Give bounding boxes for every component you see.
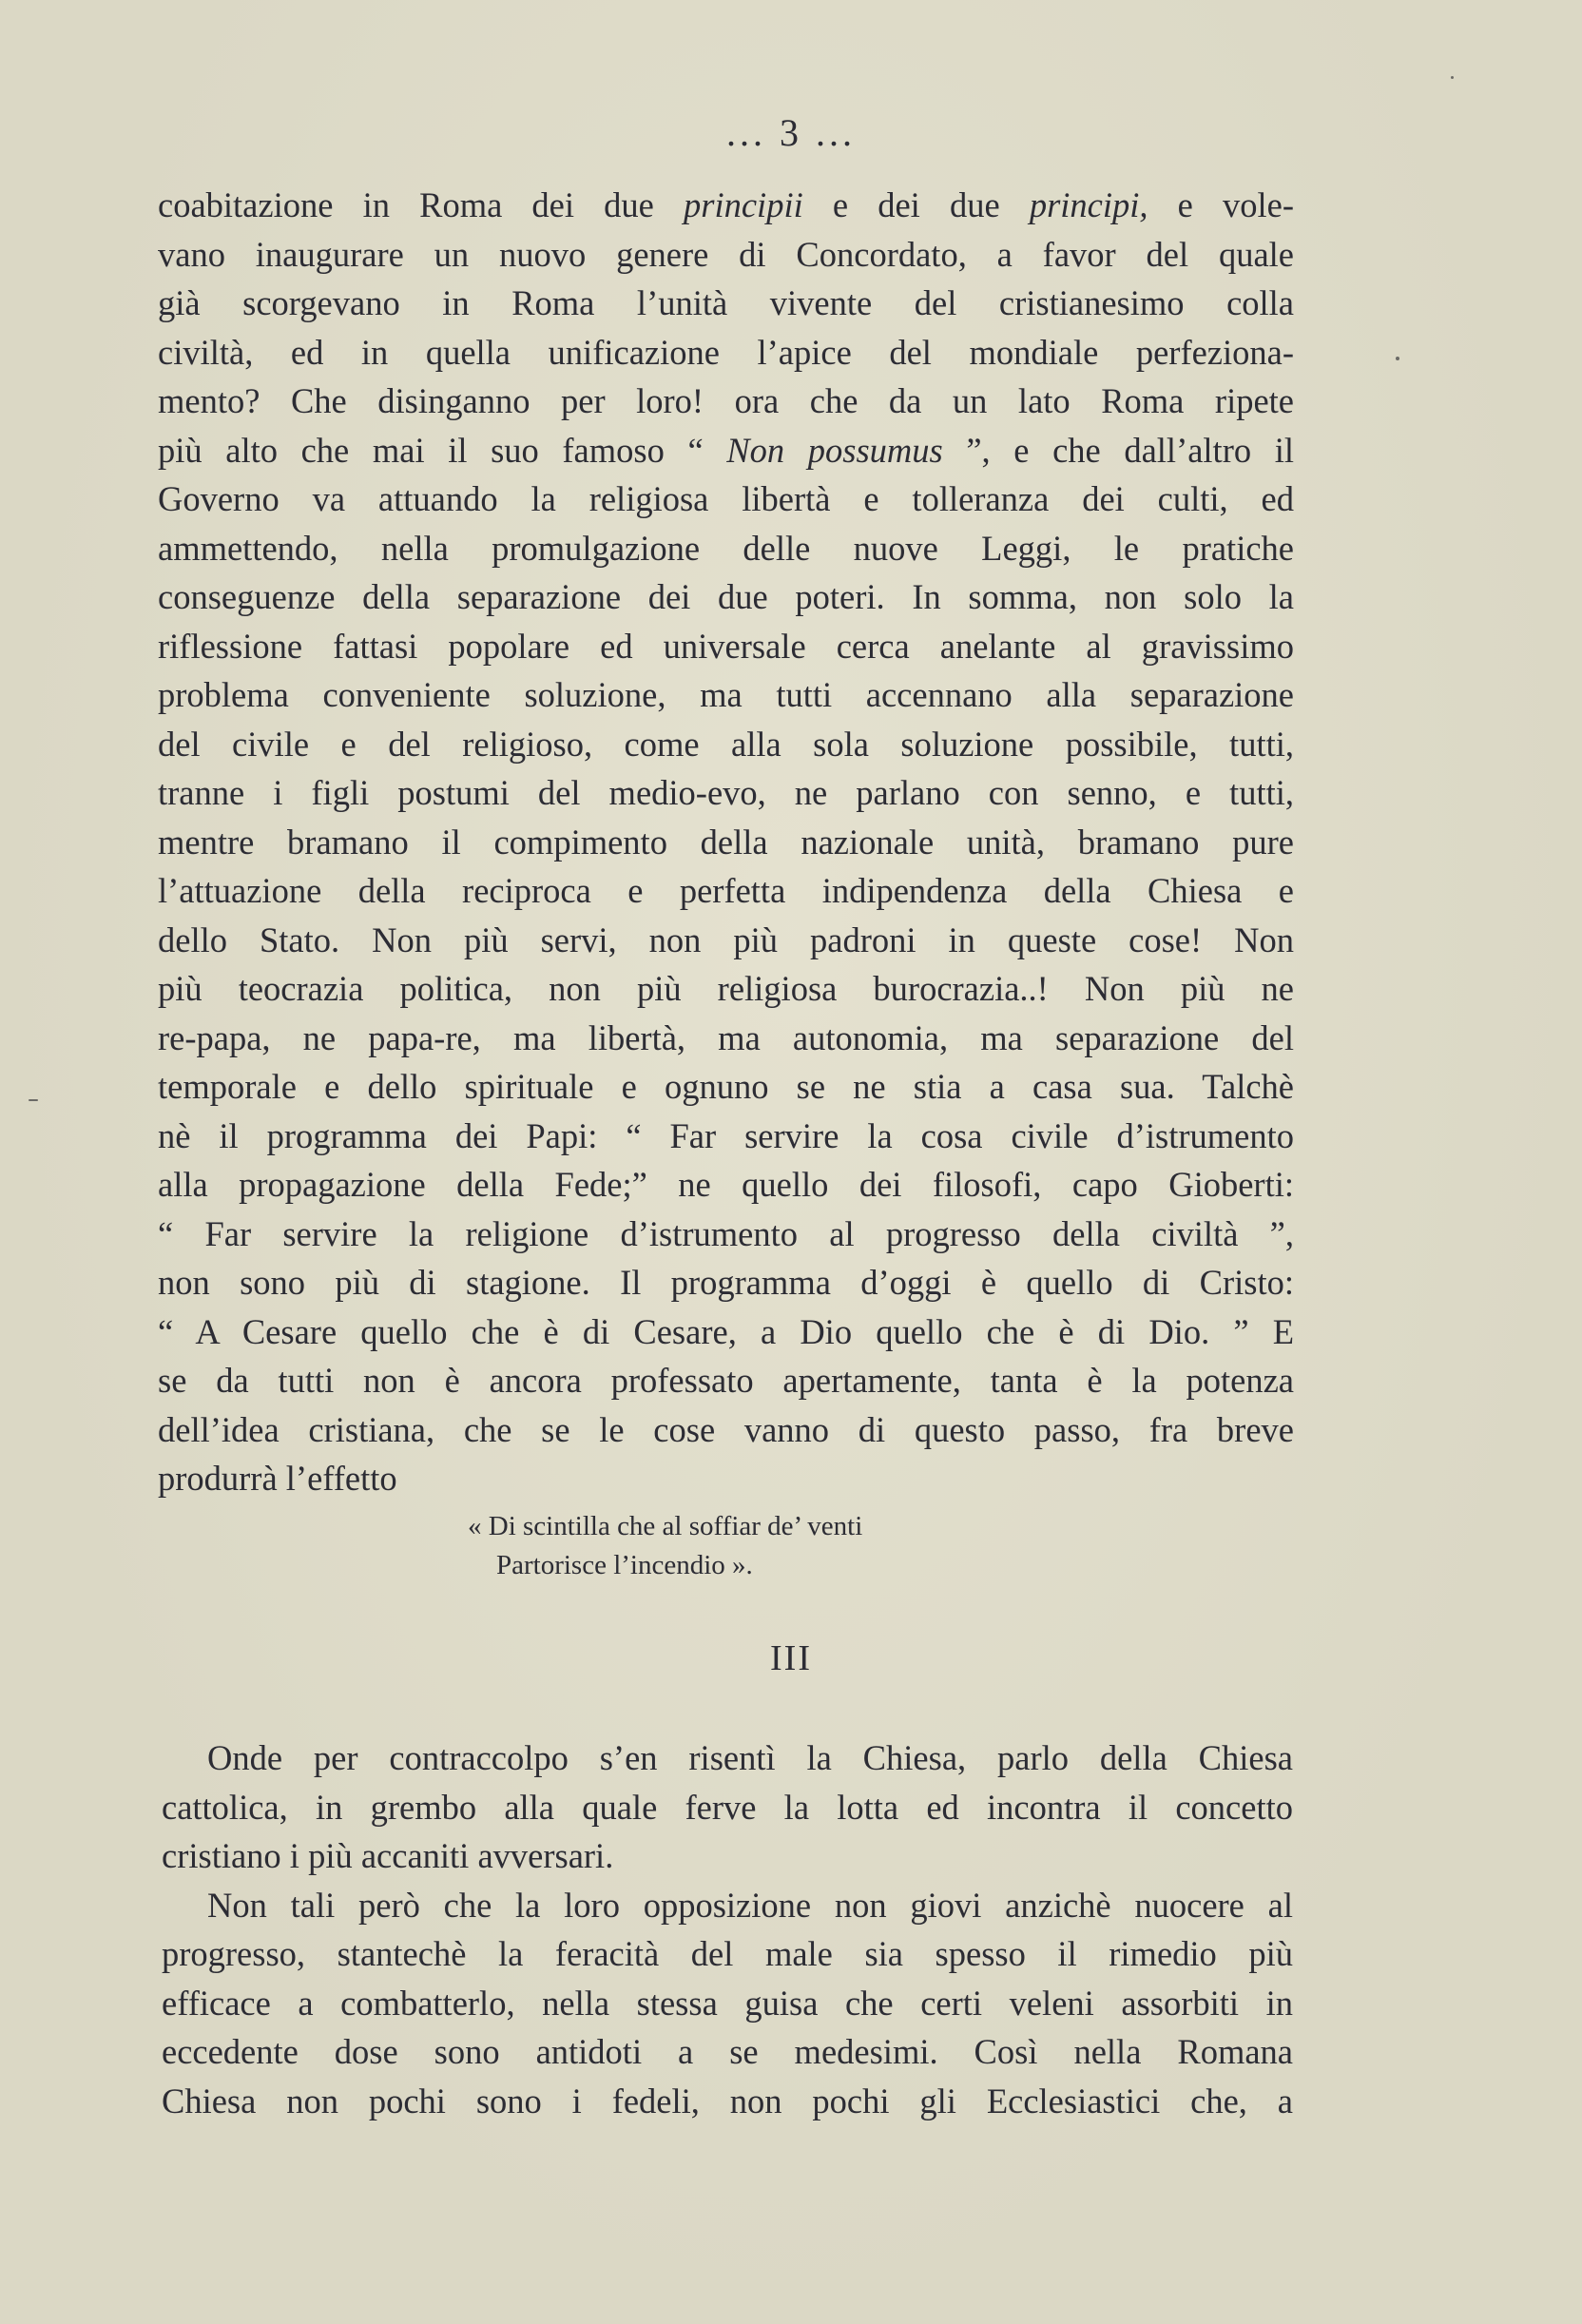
p3-line-3: efficace a combatterlo, nella stessa guisa che certi veleni assorbiti in	[162, 1983, 1293, 2023]
text-line-5: mento? Che disinganno per loro! ora che da un lato Roma ripete	[158, 381, 1294, 420]
paper-speck	[1451, 76, 1454, 79]
text-line-24: “ A Cesare quello che è di Cesare, a Dio quello che è di Dio. ” E	[158, 1311, 1294, 1351]
text-line-13: tranne i figli postumi del medio-evo, ne parlano con senno, e tutti,	[158, 773, 1294, 812]
text-line-1: coabitazione in Roma dei due principii e dei due principi, e vole-	[158, 185, 1294, 224]
text-line-7: Governo va attuando la religiosa libertà e tolleranza dei culti, ed	[158, 479, 1294, 518]
paper-speck	[1396, 357, 1399, 360]
text-line-14: mentre bramano il compimento della nazionale unità, bramano pure	[158, 822, 1294, 862]
text-line-26: dell’idea cristiana, che se le cose vanno di questo passo, fra breve	[158, 1409, 1294, 1449]
text-line-10: riflessione fattasi popolare ed universale cerca anelante al gravissimo	[158, 626, 1294, 666]
text-line-2: vano inaugurare un nuovo genere di Concordato, a favor del quale	[158, 234, 1294, 274]
p3-line-2: progresso, stantechè la feracità del male sia spesso il rimedio più	[162, 1934, 1293, 1973]
section-body	[162, 1733, 1293, 2125]
verse-quotation	[468, 1507, 862, 1585]
paper-speck	[29, 1099, 38, 1101]
text-line-19: temporale e dello spirituale e ognuno se ne stia a casa sua. Talchè	[158, 1067, 1294, 1106]
text-line-22: “ Far servire la religione d’istrumento al progresso della civiltà ”,	[158, 1213, 1294, 1253]
text-line-3: già scorgevano in Roma l’unità vivente del cristianesimo colla	[158, 283, 1294, 322]
quote-line-2: Partorisce l’incendio ».	[496, 1550, 753, 1580]
text-line-8: ammettendo, nella promulgazione delle nuove Leggi, le pratiche	[158, 528, 1294, 568]
page-number: ... 3 ...	[726, 111, 856, 154]
text-line-6: più alto che mai il suo famoso “ Non possumus ”, e che dall’altro il	[158, 430, 1294, 470]
text-line-27: produrrà l’effetto	[158, 1459, 397, 1498]
text-line-23: non sono più di stagione. Il programma d’oggi è quello di Cristo:	[158, 1263, 1294, 1302]
p2-line-2: cattolica, in grembo alla quale ferve la lotta ed incontra il concetto	[162, 1787, 1293, 1827]
p3-line-4: eccedente dose sono antidoti a se medesimi. Così nella Romana	[162, 2032, 1293, 2071]
text-line-21: alla propagazione della Fede;” ne quello dei filosofi, capo Gioberti:	[158, 1165, 1294, 1204]
p2-line-3: cristiano i più accaniti avversari.	[162, 1836, 614, 1875]
text-line-16: dello Stato. Non più servi, non più padroni in queste cose! Non	[158, 920, 1294, 959]
text-line-20: nè il programma dei Papi: “ Far servire la cosa civile d’istrumento	[158, 1115, 1294, 1155]
paragraph-continued	[158, 181, 1294, 1503]
p3-line-1: Non tali però che la loro opposizione non giovi anzichè nuocere al	[207, 1885, 1293, 1925]
p2-line-1: Onde per contraccolpo s’en risentì la Chiesa, parlo della Chiesa	[207, 1738, 1293, 1777]
text-line-18: re-papa, ne papa-re, ma libertà, ma autonomia, ma separazione del	[158, 1017, 1294, 1057]
text-line-12: del civile e del religioso, come alla sola soluzione possibile, tutti,	[158, 724, 1294, 764]
quote-line-1: « Di scintilla che al soffiar de’ venti	[468, 1511, 863, 1541]
text-line-17: più teocrazia politica, non più religiosa burocrazia..! Non più ne	[158, 969, 1294, 1008]
text-line-11: problema conveniente soluzione, ma tutti accennano alla separazione	[158, 675, 1294, 714]
text-line-15: l’attuazione della reciproca e perfetta indipendenza della Chiesa e	[158, 871, 1294, 910]
section-heading: III	[770, 1638, 812, 1678]
text-line-9: conseguenze della separazione dei due poteri. In somma, non solo la	[158, 577, 1294, 616]
p3-line-5: Chiesa non pochi sono i fedeli, non pochi gli Ecclesiastici che, a	[162, 2081, 1293, 2121]
text-line-25: se da tutti non è ancora professato apertamente, tanta è la potenza	[158, 1361, 1294, 1400]
text-line-4: civiltà, ed in quella unificazione l’apice del mondiale perfeziona-	[158, 332, 1294, 372]
